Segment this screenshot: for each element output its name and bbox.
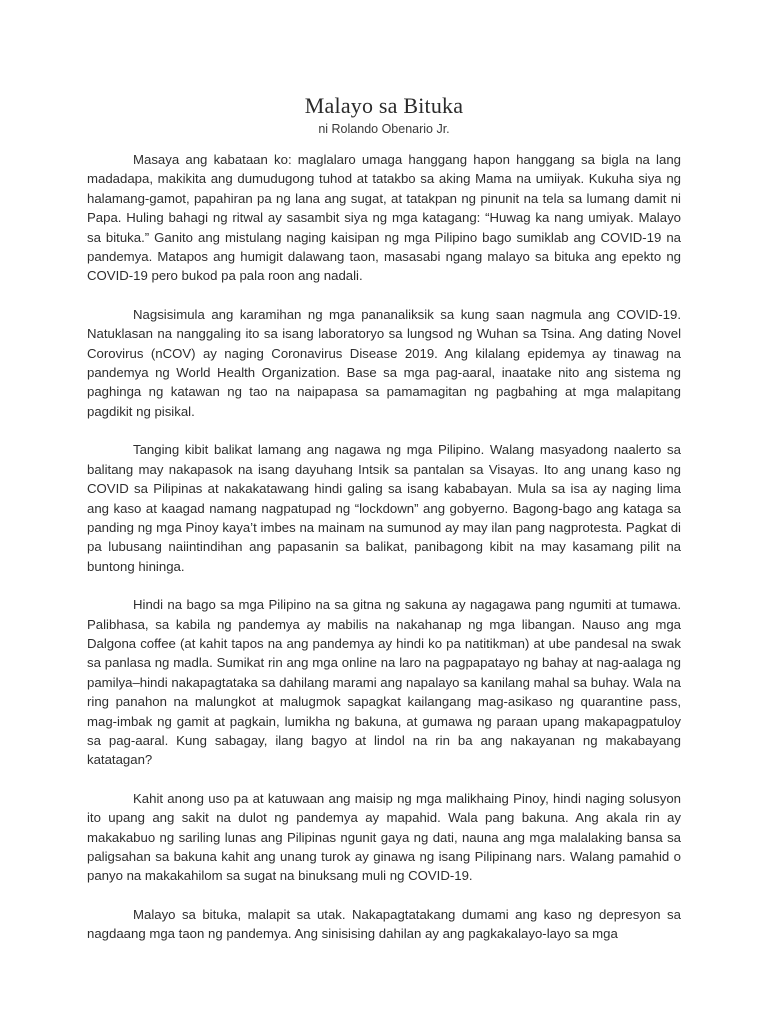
paragraph-3: Tanging kibit balikat lamang ang nagawa ng mga Pilipino. Walang masyadong naalerto sa balitang may nakapasok na isang dayuhang Intsik sa pantalan sa Visayas. Ito ang unang kaso ng COVID sa Pilipinas at nakakatawang hindi galing sa isang kababayan. Mula sa isa ay naging lima ang kaso at kaagad namang nagpatupad ng “lockdown” ang gobyerno. Bagong-bago ang kataga sa panding ng mga Pinoy kaya’t imbes na mainam na sumunod ay may ilan pang nagprotesta. Pagkat di pa lubusang naiintindihan ang papasanin sa balikat, panibagong kibit na may kasamang pilit na buntong hininga.: [87, 442, 681, 574]
document-title: Malayo sa Bituka: [304, 93, 464, 118]
document-author: ni Rolando Obenario Jr.: [318, 122, 450, 136]
paragraph-6: Malayo sa bituka, malapit sa utak. Nakapagtatakang dumami ang kaso ng depresyon sa nagdaang mga taon ng pandemya. Ang sinisising dahilan ay ang pagkakalayo-layo sa mga: [87, 906, 681, 942]
paragraph-1: Masaya ang kabataan ko: maglalaro umaga hanggang hapon hanggang sa bigla na lang madadapa, makikita ang dumudugong tuhod at tatakbo sa aking Mama na umiiyak. Kukuha siya ng halamang-gamot, papahiran pa ng lana ang sugat, at tatakpan ng pinunit na tela sa lumang damit ni Papa. Huling bahagi ng ritwal ay sasambit siya ng mga katagang: “Huwag ka nang umiyak. Malayo sa bituka.” Ganito ang mistulang naging kaisipan ng mga Pilipino bago sumiklab ang COVID-19 na pandemya. Matapos ang humigit dalawang taon, masasabi ngang malayo sa bituka ang epekto ng COVID-19 pero bukod pa pala roon ang nadali.: [87, 152, 681, 284]
paragraph-4: Hindi na bago sa mga Pilipino na sa gitna ng sakuna ay nagagawa pang ngumiti at tumawa. Palibhasa, sa kabila ng pandemya ay mabilis na nakahanap ng mga libangan. Nauso ang mga Dalgona coffee (at kahit tapos na ang pandemya ay hindi ko pa natitikman) at ube pandesal na swak sa panlasa ng madla. Sumikat rin ang mga online na laro na pagpapatayo ng bahay at nag-aalaga ng pamilya–hindi nakapagtataka sa dahilang marami ang napalayo sa kanilang mahal sa buhay. Wala na ring panahon na malungkot at malugmok sapagkat kailangang mag-asikaso ng quarantine pass, mag-imbak ng gamit at pagkain, lumikha ng bakuna, at gumawa ng paraan upang makapagpatuloy sa pag-aaral. Kung sabagay, ilang bagyo at lindol na rin ba ang nakayanan ng makabayang katatagan?: [87, 597, 681, 768]
document-body: [87, 150, 681, 963]
paragraph-5: Kahit anong uso pa at katuwaan ang maisip ng mga malikhaing Pinoy, hindi naging solusyon ito upang ang sakit na dulot ng pandemya ay mapahid. Wala pang bakuna. Ang akala rin ay makakabuo ng sariling lunas ang Pilipinas ngunit gaya ng dati, nauna ang mga malalaking bansa sa paligsahan sa bakuna kahit ang unang turok ay ginawa ng isang Pilipinang nars. Walang pamahid o panyo na makakahilom sa sugat na binuksang muli ng COVID-19.: [87, 790, 681, 884]
paragraph-2: Nagsisimula ang karamihan ng mga pananaliksik sa kung saan nagmula ang COVID-19. Natuklasan na nanggaling ito sa isang laboratoryo sa lungsod ng Wuhan sa Tsina. Ang dating Novel Corovirus (nCOV) ay naging Coronavirus Disease 2019. Ang kilalang epidemya ay tinawag na pandemya ng World Health Organization. Base sa mga pag-aaral, inaatake nito ang sistema ng paghinga ng katawan ng tao na naipapasa sa pamamagitan ng pagbahing at mga malapitang pagdikit ng pisikal.: [87, 306, 681, 419]
